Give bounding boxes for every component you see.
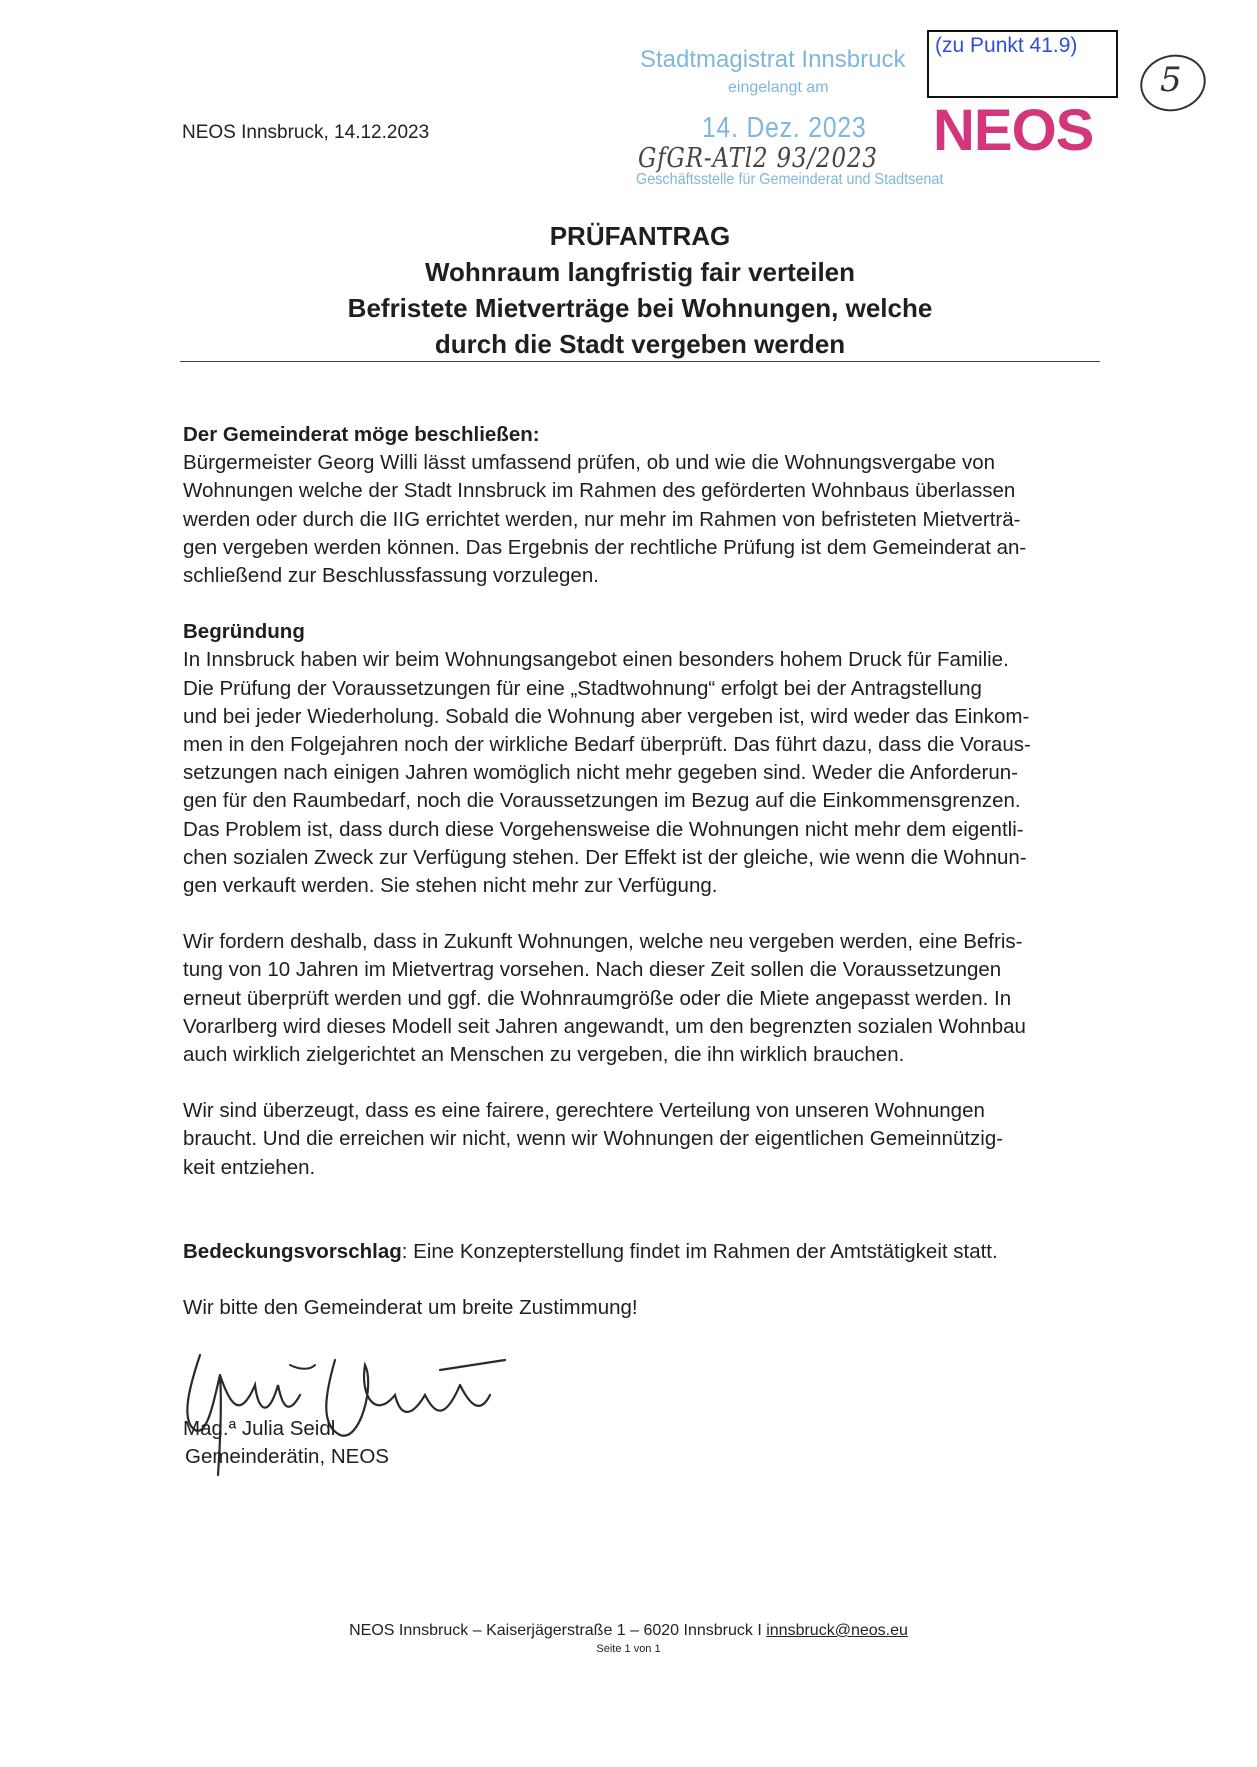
reason-line: men in den Folgejahren noch der wirkliche Bedarf überprüft. Das führt dazu, dass die Voraus-	[183, 733, 1031, 757]
stamp-reference-handwritten: GfGR-ATl2 93/2023	[638, 143, 878, 174]
funding-text: : Eine Konzepterstellung findet im Rahmen der Amtstätigkeit statt.	[401, 1239, 998, 1263]
conviction-line: braucht. Und die erreichen wir nicht, wenn wir Wohnungen der eigentlichen Gemeinnützig-	[183, 1127, 1004, 1151]
sender-date-line: NEOS Innsbruck, 14.12.2023	[182, 122, 430, 143]
funding-proposal	[183, 1238, 1083, 1266]
funding-label: Bedeckungsvorschlag	[183, 1239, 402, 1263]
demand-line: auch wirklich zielgerichtet an Menschen zu vergeben, die ihn wirklich brauchen.	[183, 1043, 905, 1067]
demand-line: Wir fordern deshalb, dass in Zukunft Wohnungen, welche neu vergeben werden, eine Befris-	[183, 930, 1023, 954]
circled-number: 5	[1160, 60, 1182, 100]
motion-line: gen vergeben werden können. Das Ergebnis der rechtliche Prüfung ist dem Gemeinderat an-	[183, 535, 1027, 559]
demand-line: Vorarlberg wird dieses Modell seit Jahren angewandt, um den begrenzten sozialen Wohnbau	[183, 1014, 1026, 1038]
motion-line: Bürgermeister Georg Willi lässt umfassend prüfen, ob und wie die Wohnungsvergabe von	[183, 451, 996, 475]
conviction-line: keit entziehen.	[183, 1155, 316, 1179]
stamp-office-unit: Geschäftsstelle für Gemeinderat und Stadtsenat	[636, 171, 944, 188]
title-main: PRÜFANTRAG	[549, 221, 731, 251]
reason-line: setzungen nach einigen Jahren womöglich nicht mehr gegeben sind. Weder die Anforderun-	[183, 761, 1018, 785]
footer-address-text: NEOS Innsbruck – Kaiserjägerstraße 1 – 6020 Innsbruck I	[349, 1622, 767, 1639]
stamp-office-name: Stadtmagistrat Innsbruck	[640, 46, 906, 73]
closing-line: Wir bitte den Gemeinderat um breite Zustimmung!	[183, 1296, 638, 1320]
reason-line: gen verkauft werden. Sie stehen nicht mehr zur Verfügung.	[183, 874, 718, 898]
title-subtitle-line: Wohnraum langfristig fair verteilen	[424, 257, 856, 287]
title-subtitle-line: durch die Stadt vergeben werden	[434, 329, 846, 359]
reason-line: und bei jeder Wiederholung. Sobald die Wohnung aber vergeben ist, wird weder das Einkom-	[183, 704, 1030, 728]
demand-line: tung von 10 Jahren im Mietvertrag vorsehen. Nach dieser Zeit sollen die Voraussetzungen	[183, 958, 1002, 982]
page-number: Seite 1 von 1	[596, 1643, 661, 1655]
reason-line: Die Prüfung der Voraussetzungen für eine „Stadtwohnung“ erfolgt bei der Antragstellung	[183, 676, 982, 700]
reason-line: In Innsbruck haben wir beim Wohnungsangebot einen besonders hohem Druck für Familie.	[183, 648, 1009, 672]
stamp-date: 14. Dez. 2023	[702, 112, 867, 144]
agenda-label: (zu Punkt 41.9)	[935, 34, 1078, 57]
reason-line: chen sozialen Zweck zur Verfügung stehen. Der Effekt ist der gleiche, wie wenn die Wohnun-	[183, 845, 1027, 869]
footer-address	[0, 1622, 1257, 1640]
reason-line: gen für den Raumbedarf, noch die Voraussetzungen im Bezug auf die Einkommensgrenzen.	[183, 789, 1021, 813]
document-title	[140, 218, 1140, 362]
title-divider	[180, 361, 1100, 362]
motion-line: schließend zur Beschlussfassung vorzulegen.	[183, 564, 599, 588]
document-body	[183, 421, 1083, 1322]
reason-heading: Begründung	[183, 620, 305, 644]
signatory-name: Mag.ª Julia Seidl	[183, 1417, 336, 1440]
motion-line: Wohnungen welche der Stadt Innsbruck im Rahmen des geförderten Wohnbaus überlassen	[183, 479, 1016, 503]
motion-heading: Der Gemeinderat möge beschließen:	[183, 423, 540, 446]
footer-email-link[interactable]: innsbruck@neos.eu	[766, 1622, 908, 1639]
stamp-received-label: eingelangt am	[728, 79, 829, 96]
demand-line: erneut überprüft werden und ggf. die Wohnraumgröße oder die Miete angepasst werden. In	[183, 986, 1012, 1010]
motion-line: werden oder durch die IIG errichtet werden, nur mehr im Rahmen von befristeten Mietverträ-	[183, 507, 1021, 531]
signatory-role: Gemeinderätin, NEOS	[185, 1445, 389, 1468]
conviction-line: Wir sind überzeugt, dass es eine fairere, gerechtere Verteilung von unseren Wohnungen	[183, 1099, 985, 1123]
title-subtitle-line: Befristete Mietverträge bei Wohnungen, welche	[347, 293, 933, 323]
reason-line: Das Problem ist, dass durch diese Vorgehensweise die Wohnungen nicht mehr dem eigentli-	[183, 817, 1024, 841]
neos-logo: NEOS	[933, 98, 1094, 163]
